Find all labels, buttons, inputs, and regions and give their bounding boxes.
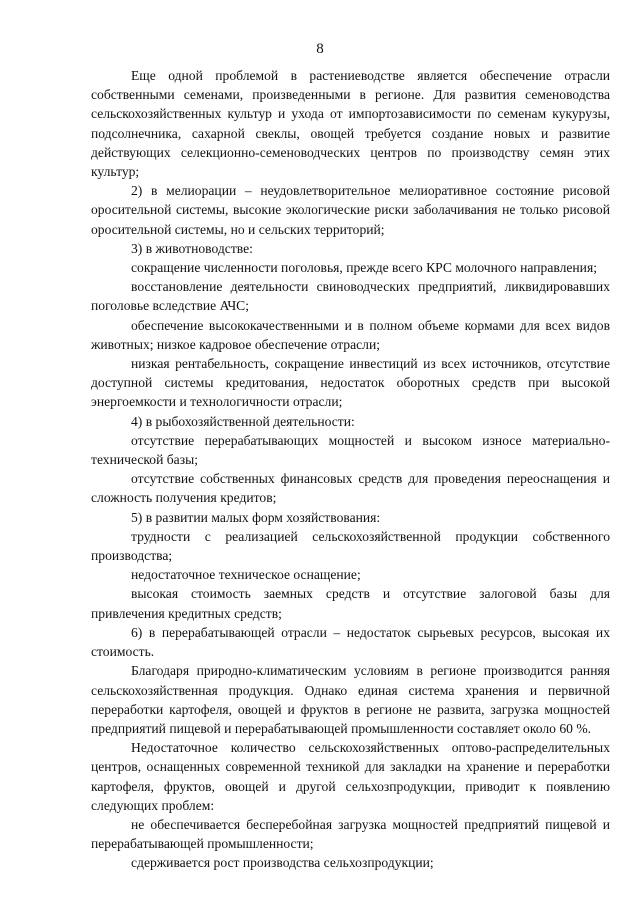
page-number: 8: [316, 41, 324, 57]
paragraph-livestock-item-2: восстановление деятельности свиноводческих предприятий, ликвидировавших поголовье вследствие АЧС;: [91, 279, 610, 314]
paragraph-climate-conditions: Благодаря природно-климатическим условиям в регионе производится ранняя сельскохозяйственная продукция. Однако единая система хранения и первичной переработки картофеля, овощей и фруктов в регионе не развита, загрузка мощностей предприятий пищевой и перерабатывающей промышленности составляет около 60 %.: [91, 663, 610, 736]
paragraph-small-business-heading: 5) в развитии малых форм хозяйствования:: [131, 509, 381, 525]
paragraph-distribution-centers: Недостаточное количество сельскохозяйственных оптово-распределительных центров, оснащенных современной техникой для закладки на хранение и переработки картофеля, фруктов, овощей и другой сельхозпродукции, приводит к появлению следующих проблем:: [91, 740, 610, 813]
paragraph-fisheries-item-1: отсутствие перерабатывающих мощностей и высоком износе материально-технической базы;: [91, 432, 610, 468]
paragraph-processing-industry: 6) в перерабатывающей отрасли – недостаток сырьевых ресурсов, высокая их стоимость.: [91, 624, 610, 660]
paragraph-fisheries-heading: 4) в рыбохозяйственной деятельности:: [131, 413, 355, 429]
paragraph-small-business-item-1: трудности с реализацией сельскохозяйственной продукции собственного производства;: [91, 528, 610, 564]
paragraph-small-business-item-3: высокая стоимость заемных средств и отсутствие залоговой базы для привлечения кредитных средств;: [91, 586, 610, 621]
paragraph-livestock-heading: 3) в животноводстве:: [131, 240, 253, 256]
paragraph-problem-1: не обеспечивается бесперебойная загрузка мощностей предприятий пищевой и перерабатывающей промышленности;: [91, 816, 610, 852]
paragraph-melioration: 2) в мелиорации – неудовлетворительное мелиоративное состояние рисовой оросительной системы, высокие экологические риски заболачивания не только рисовой оросительной системы, но и сельских территорий;: [91, 183, 610, 237]
paragraph-problem-2: сдерживается рост производства сельхозпродукции;: [131, 855, 434, 871]
paragraph-fisheries-item-2: отсутствие собственных финансовых средств для проведения переоснащения и сложность получения кредитов;: [91, 471, 610, 506]
paragraph-seed-production: Еще одной проблемой в растениеводстве является обеспечение отрасли собственными семенами, произведенными в регионе. Для развития семеноводства сельскохозяйственных культур и ухода от импортозависимости по семенам кукурузы, подсолнечника, сахарной свеклы, овощей требуется создание новых и развитие действующих селекционно-семеноводческих центров по производству семян этих культур;: [91, 68, 610, 180]
paragraph-small-business-item-2: недостаточное техническое оснащение;: [131, 567, 361, 583]
paragraph-livestock-item-4: низкая рентабельность, сокращение инвестиций из всех источников, отсутствие доступной системы кредитования, недостаток оборотных средств при высокой энергоемкости и технологичности отрасли;: [91, 356, 610, 410]
paragraph-livestock-item-3: обеспечение высококачественными и в полном объеме кормами для всех видов животных; низкое кадровое обеспечение отрасли;: [91, 317, 610, 352]
document-body: [91, 66, 610, 873]
paragraph-livestock-item-1: сокращение численности поголовья, прежде всего КРС молочного направления;: [131, 260, 597, 276]
